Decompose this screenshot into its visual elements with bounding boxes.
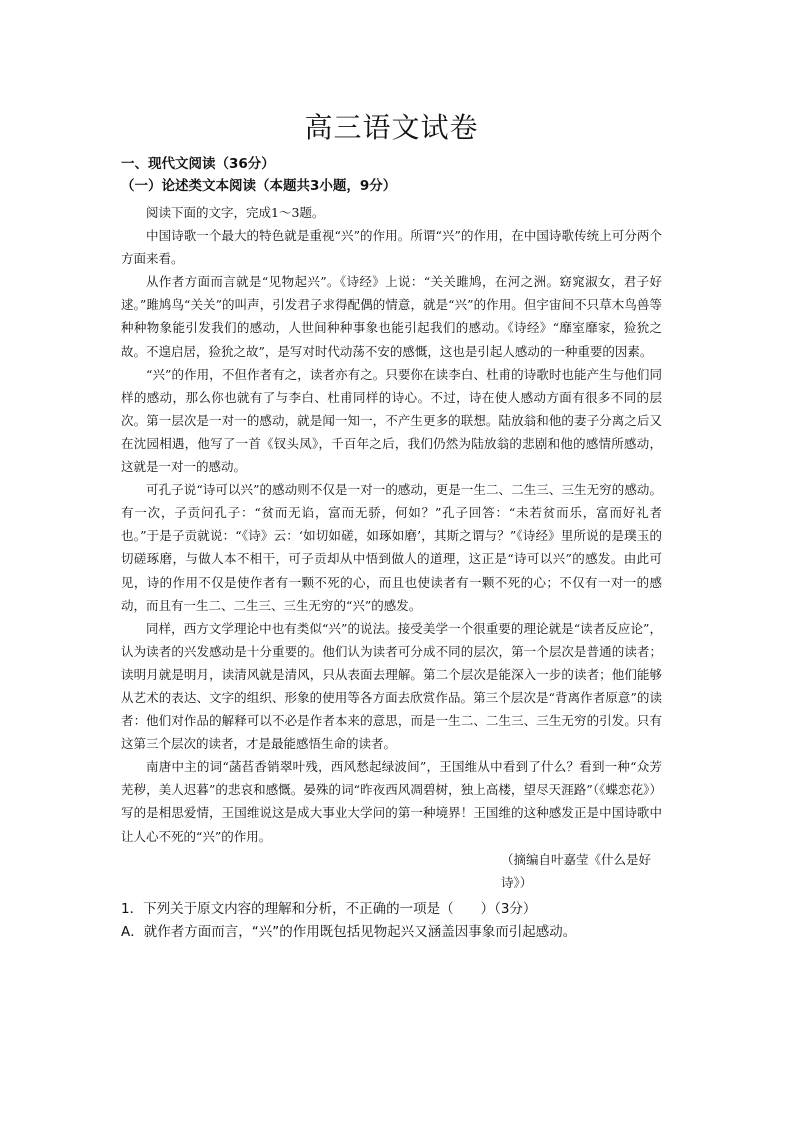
passage-paragraph: “兴”的作用，不但作者有之，读者亦有之。只要你在读李白、杜甫的诗歌时也能产生与他们同样的感动，那么你也就有了与李白、杜甫同样的诗心。不过，诗在使人感动方面有很多不同的层次。第一层次是一对一的感动，就是闻一知一，不产生更多的联想。陆放翁和他的妻子分离之后又在沈园相遇，他写了一首《钗头凤》，千百年之后，我们仍然为陆放翁的悲剧和他的感情所感动，这就是一对一的感动。: [121, 366, 662, 475]
passage-paragraph: 从作者方面而言就是“见物起兴”。《诗经》上说：“关关雎鸠，在河之洲。窈窕淑女，君子好逑。”雎鸠鸟“关关”的叫声，引发君子求得配偶的情意，就是“兴”的作用。但宇宙间不只草木鸟兽等种种物象能引发我们的感动，人世间种种事象也能引起我们的感动。《诗经》“靡室靡家，猃狁之故。不遑启居，猃狁之故”，是写对时代动荡不安的感慨，这也是引起人感动的一种重要的因素。: [121, 274, 662, 359]
passage-paragraph: 南唐中主的词“菡萏香销翠叶残，西风愁起绿波间”，王国维从中看到了什么？看到一种“众芳芜秽，美人迟暮”的悲哀和感慨。晏殊的词“昨夜西风凋碧树，独上高楼，望尽天涯路”（《蝶恋花》）写的是相思爱情，王国维说这是成大事业大学问的第一种境界！王国维的这种感发正是中国诗歌中让人心不死的“兴”的作用。: [121, 759, 662, 844]
option-a: A．就作者方面而言，“兴”的作用既包括见物起兴又涵盖因事象而引起感动。: [121, 923, 577, 940]
section-heading: 一、现代文阅读（36分）: [121, 156, 275, 172]
passage-paragraph: 同样，西方文学理论中也有类似“兴”的说法。接受美学一个很重要的理论就是“读者反应论”，认为读者的兴发感动是十分重要的。他们认为读者可分成不同的层次，第一个层次是普通的读者；读明月就是明月，读清风就是清风，只从表面去理解。第二个层次是能深入一步的读者；他们能够从艺术的表达、文字的组织、形象的使用等各方面去欣赏作品。第三个层次是“背离作者原意”的读者：他们对作品的解释可以不必是作者本来的意思，而是一生二、二生三、三生无穷的引发。只有这第三个层次的读者，才是最能感悟生命的读者。: [121, 620, 662, 752]
question-1: 1．下列关于原文内容的理解和分析，不正确的一项是（ ）（3分）: [121, 900, 537, 917]
source-citation: （摘编自叶嘉莹《什么是好诗》）: [501, 851, 652, 890]
page-title: 高三语文试卷: [304, 111, 479, 144]
passage-paragraph: 可孔子说“诗可以兴”的感动则不仅是一对一的感动，更是一生二、二生三、三生无穷的感动。有一次，子贡问孔子：“贫而无谄，富而无骄，何如？”孔子回答：“未若贫而乐，富而好礼者也。”于是子贡就说：“《诗》云：‘如切如磋，如琢如磨’，其斯之谓与？”《诗经》里所说的是璞玉的切磋琢磨，与做人本不相干，可子贡却从中悟到做人的道理，这正是“诗可以兴”的感发。由此可见，诗的作用不仅是使作者有一颗不死的心，而且也使读者有一颗不死的心；不仅有一对一的感动，而且有一生二、二生三、三生无穷的“兴”的感发。: [121, 482, 662, 613]
instruction-paragraph: 阅读下面的文字，完成1～3题。: [146, 205, 325, 220]
passage-paragraph: 中国诗歌一个最大的特色就是重视“兴”的作用。所谓“兴”的作用，在中国诗歌传统上可分两个方面来看。: [121, 228, 662, 267]
subsection-heading: （一）论述类文本阅读（本题共3小题，9分）: [121, 178, 397, 194]
